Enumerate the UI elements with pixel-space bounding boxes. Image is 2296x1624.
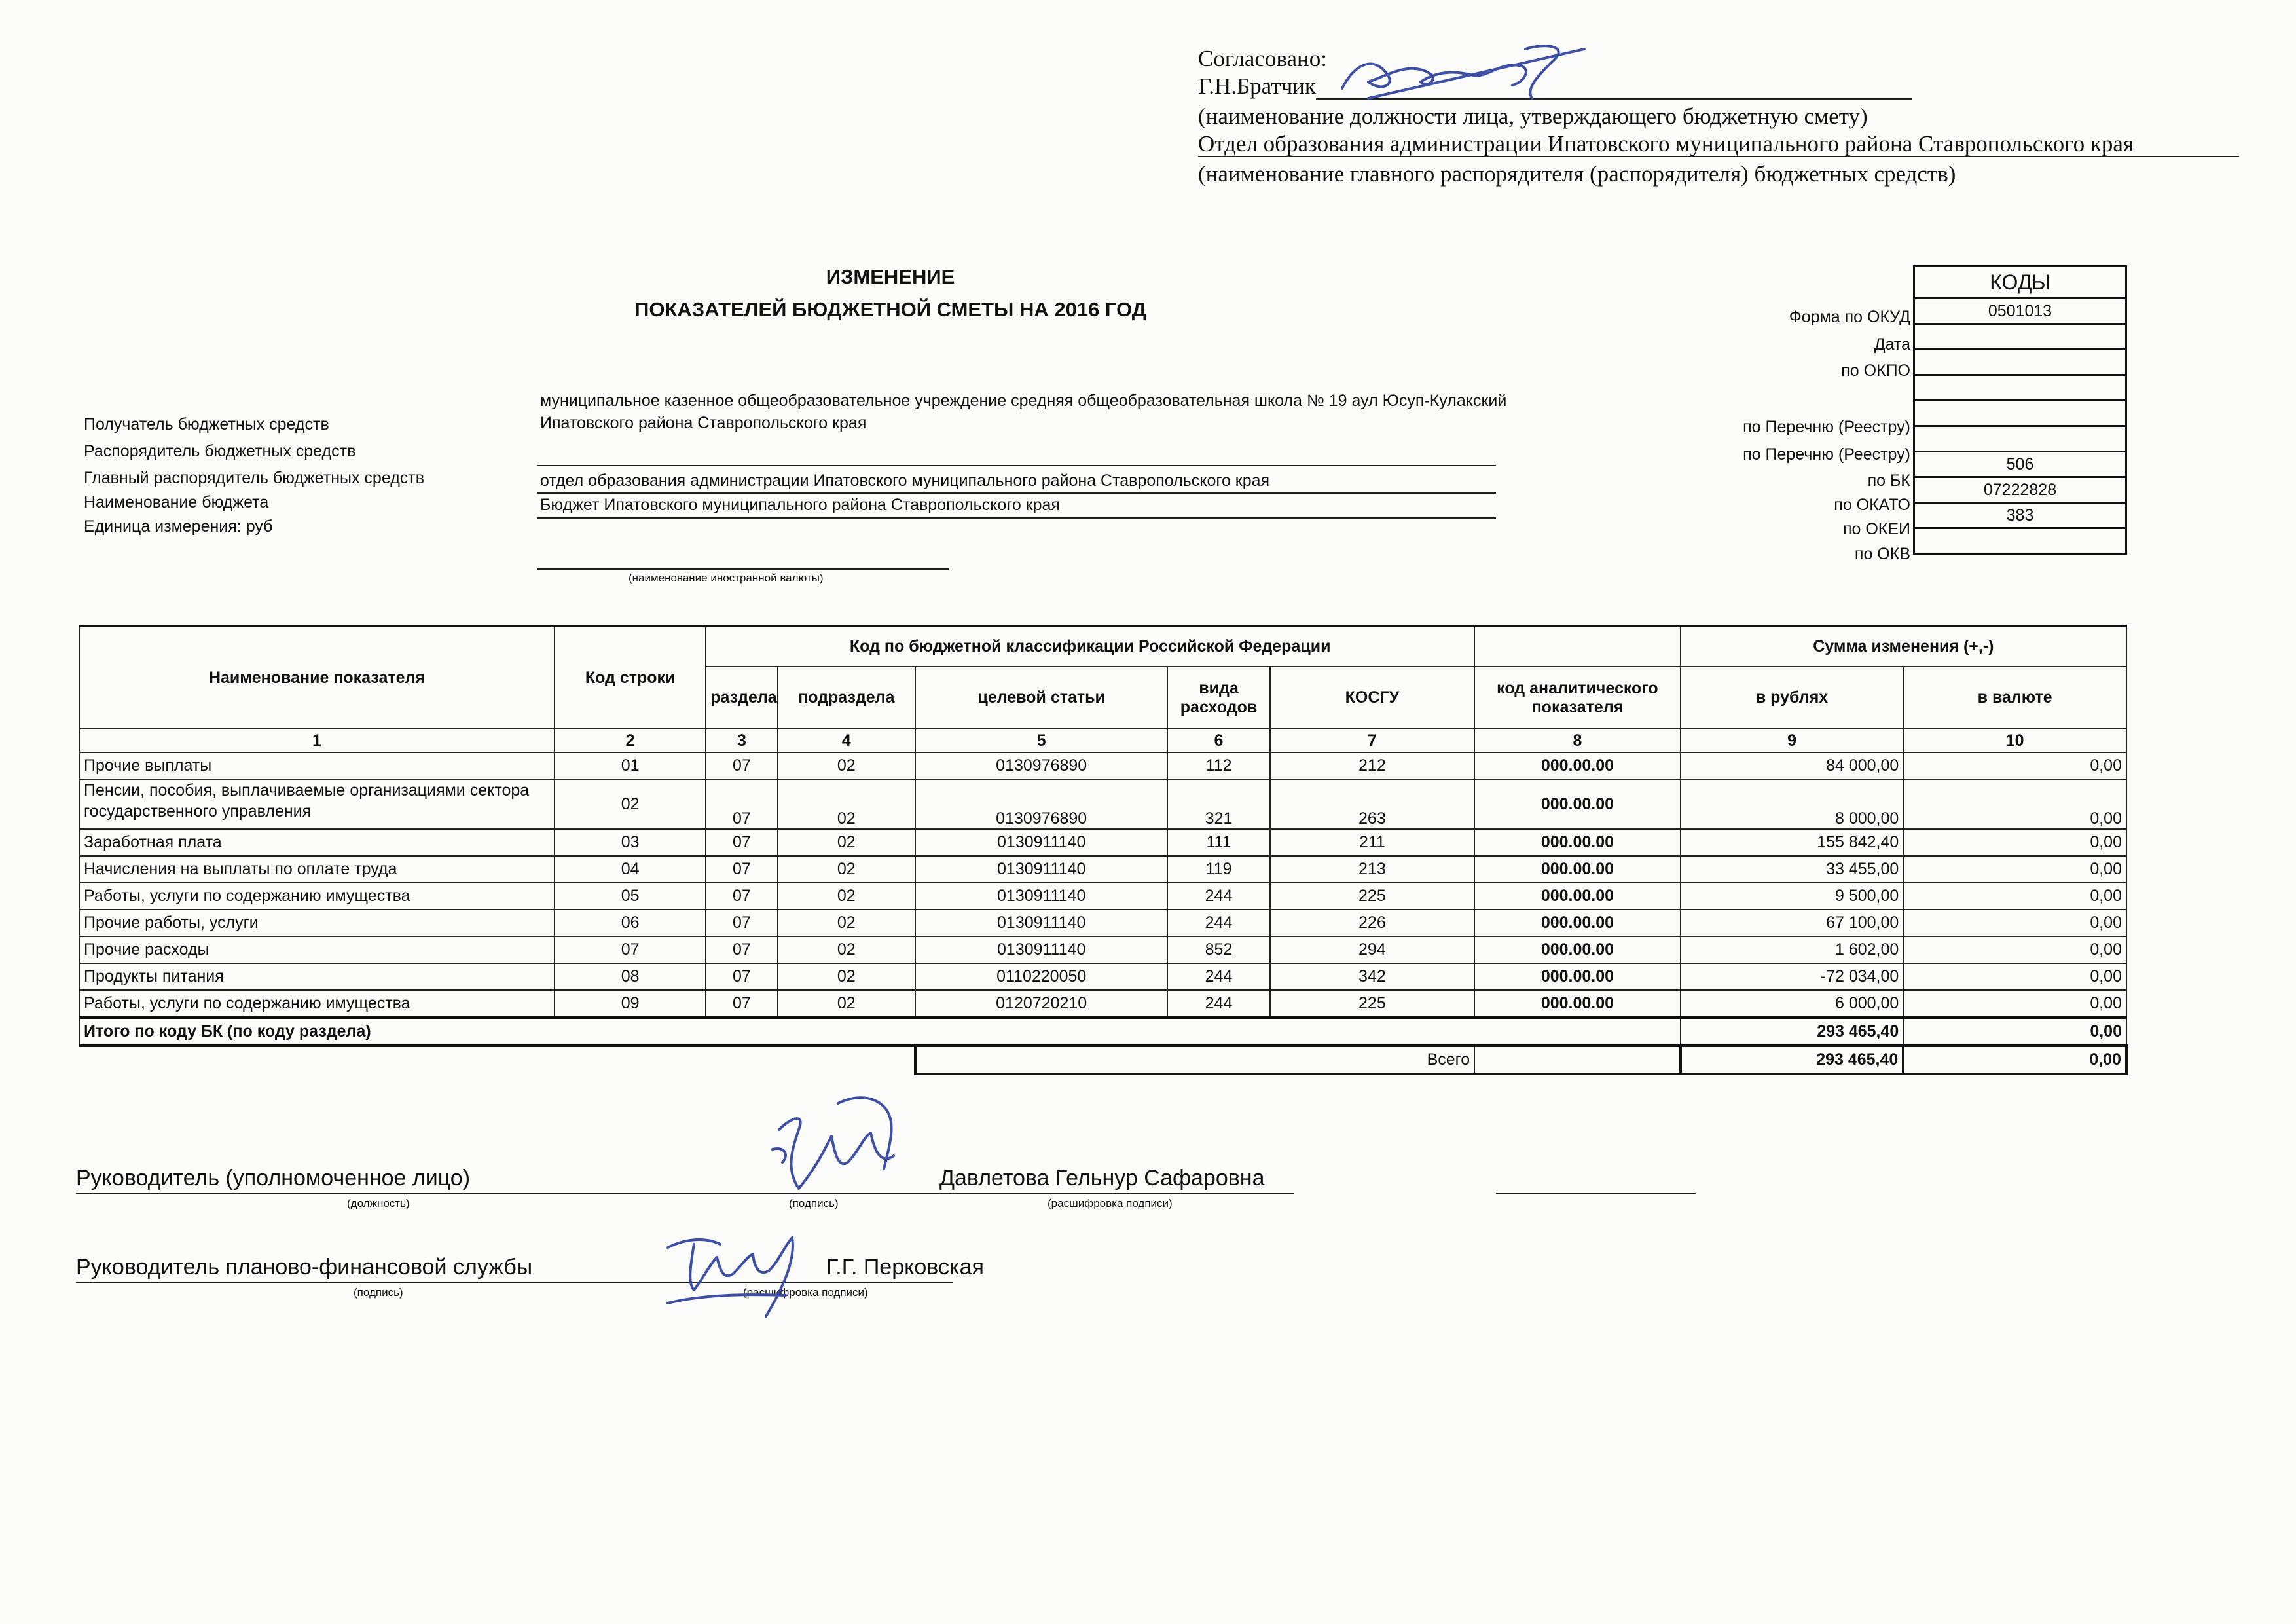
- header-currency: в валюте: [1903, 667, 2126, 729]
- code-value-okpo: [1914, 350, 2126, 375]
- header-razdel: раздела: [706, 667, 777, 729]
- table-row: [79, 779, 2126, 829]
- row-currency: 0,00: [1903, 936, 2126, 963]
- col-number: 5: [915, 729, 1167, 752]
- row-name: Работы, услуги по содержанию имущества: [79, 883, 555, 910]
- row-kosgu: 225: [1270, 883, 1475, 910]
- estimate-table: [79, 625, 2128, 1075]
- department-caption: (наименование главного распорядителя (распорядителя) бюджетных средств): [1198, 161, 1956, 187]
- total-rub: 293 465,40: [1681, 1046, 1904, 1074]
- subtotal-rub: 293 465,40: [1681, 1018, 1904, 1046]
- header-sum: Сумма изменения (+,-): [1681, 626, 2126, 667]
- budget-underline: [537, 517, 1496, 519]
- row-analytic: 000.00.00: [1474, 963, 1681, 990]
- row-kosgu: 263: [1270, 779, 1475, 829]
- approval-label: Согласовано:: [1198, 46, 1328, 71]
- code-value-okv: [1914, 528, 2126, 554]
- fin-name: Г.Г. Перковская: [826, 1255, 984, 1280]
- table-row: [79, 752, 2126, 779]
- row-podrazdel: 02: [778, 779, 915, 829]
- row-name: Прочие выплаты: [79, 752, 555, 779]
- row-rub: 155 842,40: [1681, 829, 1904, 856]
- row-currency: 0,00: [1903, 963, 2126, 990]
- row-target: 0130911140: [915, 829, 1167, 856]
- row-podrazdel: 02: [778, 829, 915, 856]
- code-value-okato: 07222828: [1914, 477, 2126, 503]
- col-number: 6: [1167, 729, 1269, 752]
- col-number: 7: [1270, 729, 1475, 752]
- col-number: 8: [1474, 729, 1681, 752]
- row-vid: 244: [1167, 990, 1269, 1018]
- row-rub: 6 000,00: [1681, 990, 1904, 1018]
- row-podrazdel: 02: [778, 936, 915, 963]
- currency-underline: [537, 568, 949, 570]
- fin-name-caption: (расшифровка подписи): [743, 1286, 868, 1299]
- row-razdel: 07: [706, 936, 777, 963]
- row-razdel: 07: [706, 779, 777, 829]
- row-rub: 8 000,00: [1681, 779, 1904, 829]
- row-code: 03: [555, 829, 706, 856]
- col-number: 4: [778, 729, 915, 752]
- col-number: 1: [79, 729, 555, 752]
- row-target: 0130976890: [915, 779, 1167, 829]
- header-code: Код строки: [555, 626, 706, 729]
- chief-value: отдел образования администрации Ипатовского муниципального района Ставропольского края: [540, 471, 1270, 490]
- title-line-1: ИЗМЕНЕНИЕ: [826, 265, 955, 288]
- head-name-caption: (расшифровка подписи): [1048, 1197, 1173, 1209]
- fin-sign-caption: (подпись): [354, 1286, 403, 1299]
- row-name: Продукты питания: [79, 963, 555, 990]
- code-label-okei: по ОКЕИ: [1842, 520, 1910, 538]
- col-number: 9: [1681, 729, 1904, 752]
- code-value-okud: 0501013: [1914, 299, 2126, 324]
- row-analytic: 000.00.00: [1474, 829, 1681, 856]
- table-row: [79, 936, 2126, 963]
- row-rub: 84 000,00: [1681, 752, 1904, 779]
- row-currency: 0,00: [1903, 752, 2126, 779]
- approval-department: Отдел образования администрации Ипатовского муниципального района Ставропольского края: [1198, 131, 2134, 157]
- row-analytic: 000.00.00: [1474, 990, 1681, 1018]
- row-rub: 9 500,00: [1681, 883, 1904, 910]
- row-name: Прочие работы, услуги: [79, 910, 555, 936]
- header-target: целевой статьи: [915, 667, 1167, 729]
- code-value-bk: 506: [1914, 452, 2126, 477]
- table-row: [79, 829, 2126, 856]
- row-code: 06: [555, 910, 706, 936]
- code-value-blank: [1914, 375, 2126, 401]
- row-analytic: 000.00.00: [1474, 910, 1681, 936]
- row-razdel: 07: [706, 883, 777, 910]
- code-label-okato: по ОКАТО: [1834, 496, 1910, 514]
- manager-label: Распорядитель бюджетных средств: [84, 442, 356, 460]
- row-currency: 0,00: [1903, 990, 2126, 1018]
- head-name: Давлетова Гельнур Сафаровна: [939, 1166, 1265, 1190]
- row-vid: 321: [1167, 779, 1269, 829]
- row-analytic: 000.00.00: [1474, 779, 1681, 829]
- col-number: 3: [706, 729, 777, 752]
- total-spacer: [79, 1046, 915, 1074]
- table-row: [79, 856, 2126, 883]
- row-podrazdel: 02: [778, 990, 915, 1018]
- row-target: 0130976890: [915, 752, 1167, 779]
- row-razdel: 07: [706, 910, 777, 936]
- row-razdel: 07: [706, 752, 777, 779]
- code-label-date: Дата: [1874, 335, 1910, 354]
- row-rub: -72 034,00: [1681, 963, 1904, 990]
- row-podrazdel: 02: [778, 910, 915, 936]
- approver-signature: [1329, 36, 1591, 108]
- row-analytic: 000.00.00: [1474, 936, 1681, 963]
- recipient-label: Получатель бюджетных средств: [84, 415, 329, 434]
- row-vid: 244: [1167, 963, 1269, 990]
- row-code: 09: [555, 990, 706, 1018]
- row-target: 0130911140: [915, 856, 1167, 883]
- title-line-2: ПОКАЗАТЕЛЕЙ БЮДЖЕТНОЙ СМЕТЫ НА 2016 ГОД: [634, 298, 1146, 321]
- header-analytic: код аналитического показателя: [1474, 667, 1681, 729]
- row-name: Заработная плата: [79, 829, 555, 856]
- row-podrazdel: 02: [778, 752, 915, 779]
- code-value-registry-1: [1914, 401, 2126, 426]
- recipient-value: муниципальное казенное общеобразовательное учреждение средняя общеобразовательная школа № 19 аул Юсуп-Кулакский Ипатовского района Ставропольского края: [540, 392, 1507, 432]
- row-kosgu: 226: [1270, 910, 1475, 936]
- row-code: 08: [555, 963, 706, 990]
- department-underline: [1198, 156, 2239, 157]
- code-label-okud: Форма по ОКУД: [1789, 308, 1910, 326]
- subtotal-label: Итого по коду БК (по коду раздела): [79, 1018, 1681, 1046]
- row-kosgu: 225: [1270, 990, 1475, 1018]
- approver-position-caption: (наименование должности лица, утверждающего бюджетную смету): [1198, 103, 1868, 129]
- total-row: [79, 1046, 2126, 1074]
- row-code: 01: [555, 752, 706, 779]
- codes-header: КОДЫ: [1914, 267, 2126, 299]
- header-blank: [1474, 626, 1681, 667]
- row-vid: 119: [1167, 856, 1269, 883]
- head-title: Руководитель (уполномоченное лицо): [76, 1166, 471, 1190]
- approver-name: Г.Н.Братчик: [1198, 73, 1316, 99]
- table-row: [79, 910, 2126, 936]
- manager-underline: [537, 465, 1496, 466]
- row-kosgu: 294: [1270, 936, 1475, 963]
- total-currency: 0,00: [1903, 1046, 2126, 1074]
- extra-signature-line: [1496, 1193, 1696, 1194]
- col-number: 10: [1903, 729, 2126, 752]
- header-name: Наименование показателя: [79, 626, 555, 729]
- row-currency: 0,00: [1903, 883, 2126, 910]
- header-kosgu: КОСГУ: [1270, 667, 1475, 729]
- subtotal-currency: 0,00: [1903, 1018, 2126, 1046]
- code-value-registry-2: [1914, 426, 2126, 452]
- row-analytic: 000.00.00: [1474, 883, 1681, 910]
- row-vid: 244: [1167, 910, 1269, 936]
- chief-underline: [537, 492, 1496, 494]
- row-rub: 1 602,00: [1681, 936, 1904, 963]
- row-rub: 67 100,00: [1681, 910, 1904, 936]
- table-row: [79, 883, 2126, 910]
- column-numbers-row: [79, 729, 2126, 752]
- head-signature-line: [76, 1193, 1294, 1194]
- total-blank: [1474, 1046, 1681, 1074]
- codes-table: [1913, 265, 2127, 555]
- row-code: 07: [555, 936, 706, 963]
- row-vid: 852: [1167, 936, 1269, 963]
- row-target: 0130911140: [915, 936, 1167, 963]
- row-name: Начисления на выплаты по оплате труда: [79, 856, 555, 883]
- budget-label: Наименование бюджета: [84, 493, 269, 511]
- code-label-okv: по ОКВ: [1854, 545, 1910, 563]
- fin-signature: [655, 1218, 825, 1323]
- row-razdel: 07: [706, 856, 777, 883]
- row-kosgu: 211: [1270, 829, 1475, 856]
- row-currency: 0,00: [1903, 910, 2126, 936]
- row-name: Работы, услуги по содержанию имущества: [79, 990, 555, 1018]
- row-analytic: 000.00.00: [1474, 856, 1681, 883]
- row-currency: 0,00: [1903, 856, 2126, 883]
- row-name: Прочие расходы: [79, 936, 555, 963]
- row-podrazdel: 02: [778, 883, 915, 910]
- row-podrazdel: 02: [778, 856, 915, 883]
- row-target: 0120720210: [915, 990, 1167, 1018]
- row-target: 0130911140: [915, 883, 1167, 910]
- code-label-bk: по БК: [1867, 471, 1910, 490]
- row-name: Пенсии, пособия, выплачиваемые организациями сектора государственного управления: [79, 779, 555, 829]
- row-vid: 112: [1167, 752, 1269, 779]
- row-razdel: 07: [706, 963, 777, 990]
- header-podrazdel: подраздела: [778, 667, 915, 729]
- header-vid: вида расходов: [1167, 667, 1269, 729]
- row-analytic: 000.00.00: [1474, 752, 1681, 779]
- row-kosgu: 342: [1270, 963, 1475, 990]
- table-row: [79, 963, 2126, 990]
- row-vid: 111: [1167, 829, 1269, 856]
- row-code: 04: [555, 856, 706, 883]
- table-row: [79, 990, 2126, 1018]
- code-value-okei: 383: [1914, 503, 2126, 528]
- head-signature: [753, 1090, 923, 1215]
- fin-title: Руководитель планово-финансовой службы: [76, 1255, 533, 1280]
- head-sign-caption: (подпись): [789, 1197, 839, 1209]
- code-label-registry-2: по Перечню (Реестру): [1743, 445, 1910, 464]
- row-rub: 33 455,00: [1681, 856, 1904, 883]
- row-vid: 244: [1167, 883, 1269, 910]
- code-value-date: [1914, 324, 2126, 350]
- code-label-registry-1: по Перечню (Реестру): [1743, 418, 1910, 436]
- total-label: Всего: [915, 1046, 1474, 1074]
- row-kosgu: 212: [1270, 752, 1475, 779]
- chief-label: Главный распорядитель бюджетных средств: [84, 469, 425, 487]
- row-code: 05: [555, 883, 706, 910]
- subtotal-row: [79, 1018, 2126, 1046]
- budget-value: Бюджет Ипатовского муниципального района Ставропольского края: [540, 496, 1060, 514]
- row-currency: 0,00: [1903, 829, 2126, 856]
- row-razdel: 07: [706, 990, 777, 1018]
- row-target: 0130911140: [915, 910, 1167, 936]
- header-rub: в рублях: [1681, 667, 1904, 729]
- col-number: 2: [555, 729, 706, 752]
- row-podrazdel: 02: [778, 963, 915, 990]
- head-position-caption: (должность): [347, 1197, 410, 1209]
- code-label-okpo: по ОКПО: [1841, 361, 1910, 380]
- currency-caption: (наименование иностранной валюты): [629, 572, 824, 584]
- unit-label: Единица измерения: руб: [84, 517, 273, 536]
- header-bk: Код по бюджетной классификации Российской Федерации: [706, 626, 1474, 667]
- row-razdel: 07: [706, 829, 777, 856]
- row-target: 0110220050: [915, 963, 1167, 990]
- row-kosgu: 213: [1270, 856, 1475, 883]
- row-currency: 0,00: [1903, 779, 2126, 829]
- row-code: 02: [555, 779, 706, 829]
